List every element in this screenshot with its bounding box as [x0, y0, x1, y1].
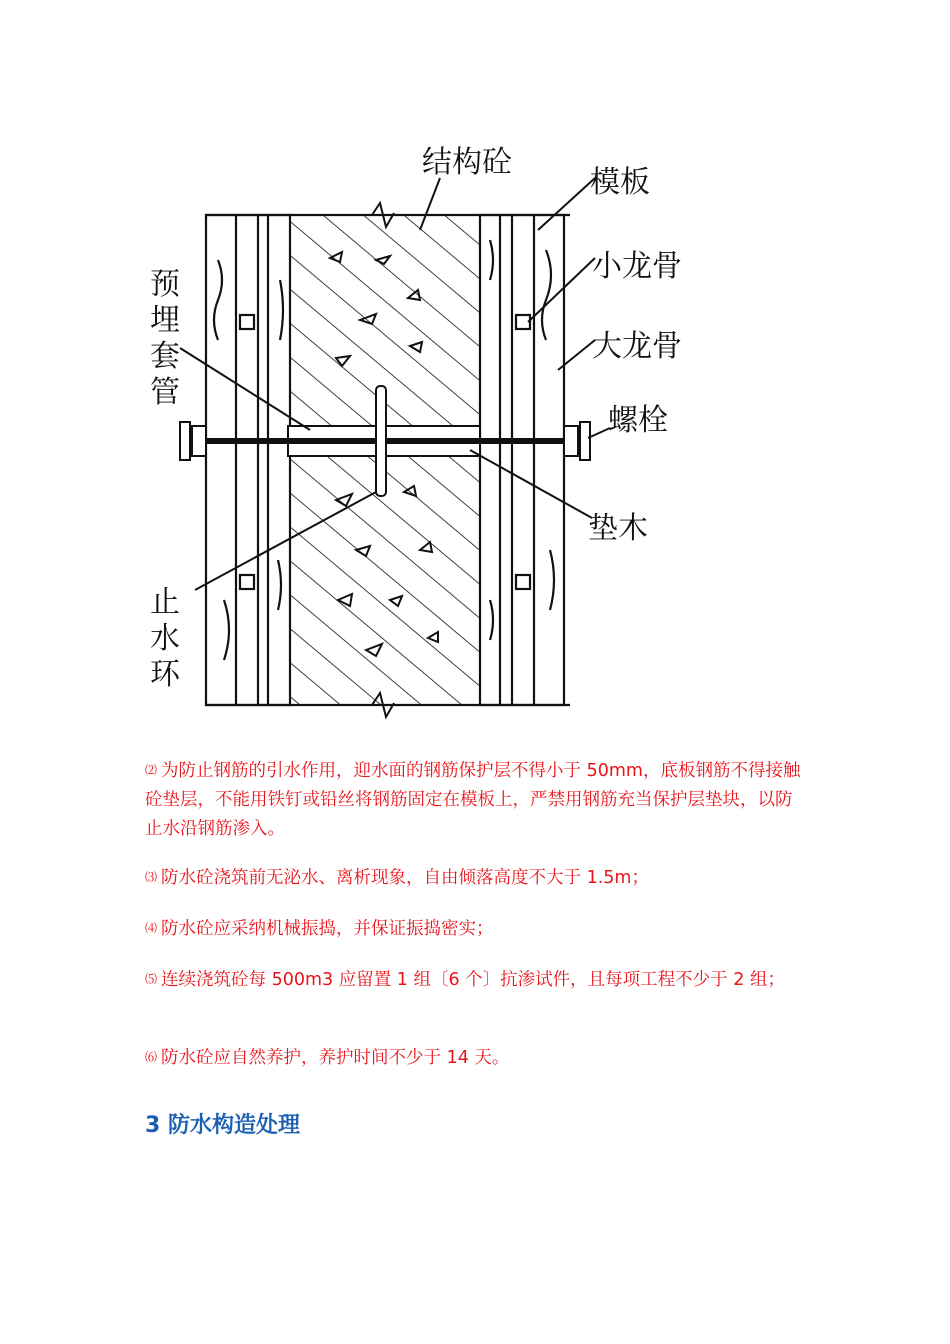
label-small-joist: 小龙骨: [592, 249, 682, 284]
label-formwork: 模板: [590, 165, 650, 200]
label-sleeve-2: 埋: [150, 303, 180, 338]
section-heading: 3 防水构造处理: [145, 1113, 300, 1138]
waterproof-bolt-diagram: [140, 130, 720, 730]
label-bolt: 螺栓: [608, 403, 668, 438]
label-ring-2: 水: [150, 621, 180, 656]
label-ring-3: 环: [150, 657, 180, 692]
label-pad-wood: 垫木: [588, 511, 648, 546]
left-formwork: [206, 215, 290, 705]
water-stop-ring: [376, 386, 386, 496]
label-large-joist: 大龙骨: [592, 329, 682, 364]
label-ring-1: 止: [150, 585, 180, 620]
paragraph-5: ⑸ 连续浇筑砼每 500m3 应留置 1 组〔6 个〕抗渗试件，且每项工程不少于 2 组；: [145, 970, 785, 990]
paragraph-3: ⑶ 防水砼浇筑前无泌水、离析现象，自由倾落高度不大于 1.5m；: [145, 868, 649, 888]
paragraph-6: ⑹ 防水砼应自然养护，养护时间不少于 14 天。: [145, 1048, 510, 1068]
bolt-nut-right: [564, 422, 590, 460]
right-formwork: [480, 215, 564, 705]
label-concrete: 结构砼: [422, 145, 512, 180]
paragraph-2: ⑵ 为防止钢筋的引水作用，迎水面的钢筋保护层不得小于 50mm，底板钢筋不得接触砼垫层，不能用铁钉或铅丝将钢筋固定在模板上，严禁用钢筋充当保护层垫块，以防止水沿钢筋渗入。: [145, 761, 801, 839]
paragraph-4: ⑷ 防水砼应采纳机械振捣，并保证振捣密实；: [145, 919, 494, 939]
bolt-nut-left: [180, 422, 206, 460]
label-sleeve-1: 预: [150, 267, 180, 302]
label-sleeve-3: 套: [150, 339, 180, 374]
label-sleeve-4: 管: [150, 375, 180, 410]
